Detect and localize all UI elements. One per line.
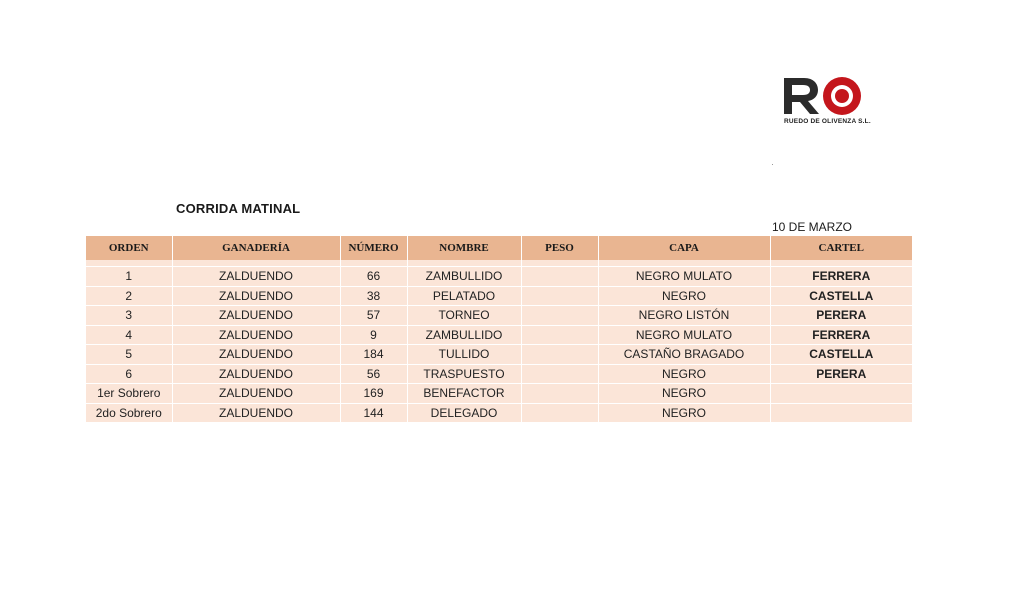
cell-orden: 2: [86, 286, 172, 306]
stray-dot: [772, 164, 773, 165]
cell-peso: [521, 267, 598, 287]
header-cartel: CARTEL: [770, 236, 912, 260]
header-capa: CAPA: [598, 236, 770, 260]
table-row: [86, 384, 912, 404]
cell-peso: [521, 325, 598, 345]
bulls-table: [86, 236, 913, 423]
cell-peso: [521, 384, 598, 404]
cell-nombre: DELEGADO: [407, 403, 521, 423]
cell-orden: 1er Sobrero: [86, 384, 172, 404]
cell-cartel: PERERA: [770, 306, 912, 326]
cell-cartel: [770, 403, 912, 423]
header-peso: PESO: [521, 236, 598, 260]
cell-peso: [521, 403, 598, 423]
cell-cartel: [770, 384, 912, 404]
cell-nombre: PELATADO: [407, 286, 521, 306]
cell-cartel: CASTELLA: [770, 345, 912, 365]
cell-nombre: ZAMBULLIDO: [407, 325, 521, 345]
cell-numero: 57: [340, 306, 407, 326]
cell-orden: 5: [86, 345, 172, 365]
cell-capa: NEGRO: [598, 286, 770, 306]
ro-logo-icon: [782, 74, 866, 118]
cell-capa: NEGRO MULATO: [598, 267, 770, 287]
cell-capa: NEGRO: [598, 403, 770, 423]
header-ganaderia: GANADERÍA: [172, 236, 340, 260]
table-header-row: [86, 236, 912, 260]
cell-peso: [521, 345, 598, 365]
table-row: [86, 286, 912, 306]
cell-numero: 144: [340, 403, 407, 423]
table-row: [86, 345, 912, 365]
cell-capa: NEGRO LISTÓN: [598, 306, 770, 326]
cell-orden: 4: [86, 325, 172, 345]
table-row: [86, 267, 912, 287]
cell-orden: 6: [86, 364, 172, 384]
cell-peso: [521, 364, 598, 384]
cell-capa: NEGRO: [598, 364, 770, 384]
cell-ganaderia: ZALDUENDO: [172, 384, 340, 404]
cell-numero: 169: [340, 384, 407, 404]
cell-cartel: FERRERA: [770, 325, 912, 345]
cell-cartel: FERRERA: [770, 267, 912, 287]
page-title: CORRIDA MATINAL: [176, 201, 301, 216]
cell-nombre: ZAMBULLIDO: [407, 267, 521, 287]
cell-numero: 9: [340, 325, 407, 345]
cell-numero: 38: [340, 286, 407, 306]
cell-orden: 3: [86, 306, 172, 326]
cell-ganaderia: ZALDUENDO: [172, 267, 340, 287]
cell-nombre: TRASPUESTO: [407, 364, 521, 384]
cell-capa: NEGRO: [598, 384, 770, 404]
cell-orden: 2do Sobrero: [86, 403, 172, 423]
cell-nombre: TULLIDO: [407, 345, 521, 365]
header-nombre: NOMBRE: [407, 236, 521, 260]
cell-nombre: BENEFACTOR: [407, 384, 521, 404]
document-date: 10 DE MARZO: [772, 220, 853, 234]
cell-peso: [521, 306, 598, 326]
cell-ganaderia: ZALDUENDO: [172, 364, 340, 384]
cell-capa: NEGRO MULATO: [598, 325, 770, 345]
table-row: [86, 325, 912, 345]
company-logo: [782, 74, 871, 130]
cell-peso: [521, 286, 598, 306]
cell-capa: CASTAÑO BRAGADO: [598, 345, 770, 365]
cell-numero: 56: [340, 364, 407, 384]
cell-ganaderia: ZALDUENDO: [172, 306, 340, 326]
cell-ganaderia: ZALDUENDO: [172, 403, 340, 423]
cell-nombre: TORNEO: [407, 306, 521, 326]
cell-cartel: CASTELLA: [770, 286, 912, 306]
header-numero: NÚMERO: [340, 236, 407, 260]
cell-numero: 66: [340, 267, 407, 287]
cell-ganaderia: ZALDUENDO: [172, 325, 340, 345]
cell-cartel: PERERA: [770, 364, 912, 384]
table-row: [86, 306, 912, 326]
cell-ganaderia: ZALDUENDO: [172, 286, 340, 306]
cell-numero: 184: [340, 345, 407, 365]
table-row: [86, 364, 912, 384]
table-row: [86, 403, 912, 423]
header-orden: ORDEN: [86, 236, 172, 260]
logo-caption: RUEDO DE OLIVENZA S.L.: [784, 118, 871, 125]
cell-ganaderia: ZALDUENDO: [172, 345, 340, 365]
cell-orden: 1: [86, 267, 172, 287]
